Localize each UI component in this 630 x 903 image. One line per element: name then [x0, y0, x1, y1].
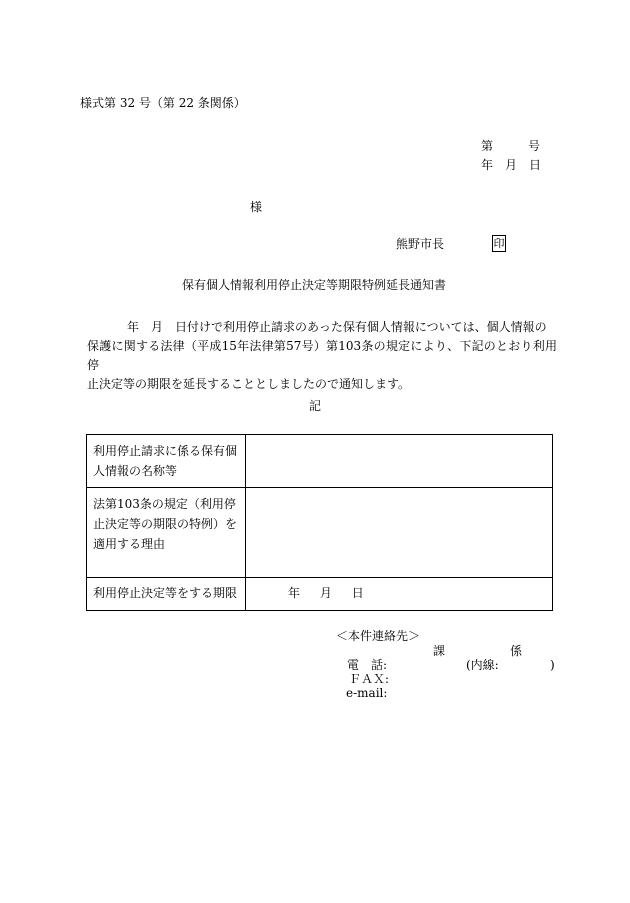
contact-section: 課	[433, 644, 446, 658]
ki-heading: 記	[309, 399, 322, 413]
row-label-reason: 法第103条の規定（利用停止決定等の期限の特例）を適用する理由	[87, 488, 246, 578]
sender-name: 熊野市長	[396, 237, 445, 251]
deadline-year: 年	[288, 586, 301, 600]
table-row	[87, 488, 553, 578]
table-row	[87, 435, 553, 488]
date-year: 年	[481, 158, 494, 172]
document-title: 保有個人情報利用停止決定等期限特例延長通知書	[182, 278, 447, 292]
row-value-info-name	[246, 435, 553, 488]
contact-heading: ＜本件連絡先＞	[336, 629, 421, 643]
row-value-reason	[246, 488, 553, 578]
form-number: 様式第 32 号（第 22 条関係）	[80, 96, 246, 110]
document-number-suffix: 号	[528, 139, 541, 153]
addressee: 様	[250, 200, 263, 214]
contact-phone-label: 電 話:	[347, 658, 388, 672]
date-day: 日	[529, 158, 542, 172]
document-number-prefix: 第	[481, 139, 494, 153]
row-label-deadline: 利用停止決定等をする期限	[87, 578, 246, 611]
date-month: 月	[505, 158, 518, 172]
deadline-day: 日	[351, 586, 364, 600]
deadline-month: 月	[319, 586, 332, 600]
contact-email-label: e-mail:	[346, 686, 388, 700]
row-value-deadline	[246, 578, 553, 611]
contact-extension-close: )	[550, 658, 555, 672]
body-line-1: 年 月 日付けで利用停止請求のあった保有個人情報については、個人情報の	[127, 320, 547, 334]
contact-subsection: 係	[510, 644, 523, 658]
body-line-2: 保護に関する法律（平成15年法律第57号）第103条の規定により、下記のとおり利用停	[87, 339, 557, 372]
contact-extension-label: (内線:	[466, 658, 499, 672]
body-line-3: 止決定等の期限を延長することとしましたので通知します。	[87, 377, 411, 391]
contact-fax-label: ＦＡＸ:	[349, 672, 390, 686]
seal-mark: 印	[493, 237, 505, 250]
body-text	[87, 318, 557, 394]
row-label-info-name: 利用停止請求に係る保有個人情報の名称等	[87, 435, 246, 488]
notice-table	[86, 434, 553, 611]
table-row	[87, 578, 553, 611]
